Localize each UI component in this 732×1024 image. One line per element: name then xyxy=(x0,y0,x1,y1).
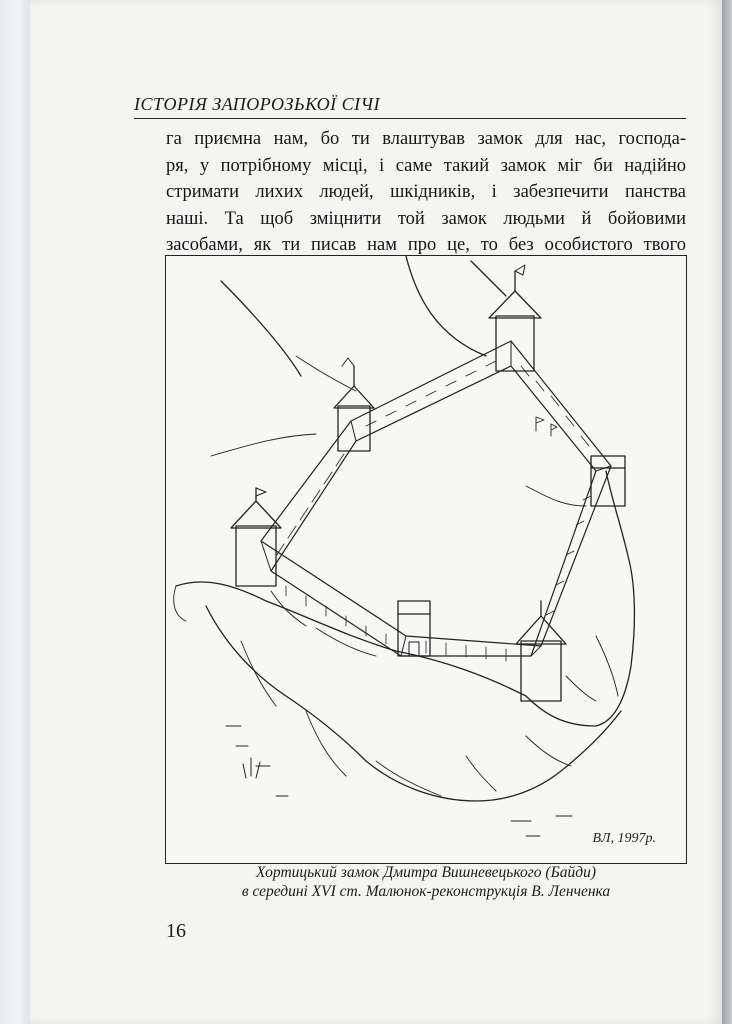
text-line: наші. Та щоб зміцнити той замок людьми й бойовими xyxy=(166,208,686,229)
castle-illustration xyxy=(165,255,687,864)
running-header: ІСТОРІЯ ЗАПОРОЗЬКОЇ СІЧІ xyxy=(134,94,381,114)
artist-signature: ВЛ, 1997р. xyxy=(592,831,656,846)
page-number: 16 xyxy=(166,920,186,942)
text-line: засобами, як ти писав нам про це, то без особистого твого xyxy=(166,235,686,255)
castle-sketch xyxy=(166,256,687,864)
text-line: га приємна нам, бо ти влаштував замок для нас, господа- xyxy=(166,129,686,149)
figure-caption xyxy=(165,863,687,901)
text-line: стримати лихих людей, шкідників, і забезпечити панства xyxy=(166,182,686,202)
header-rule xyxy=(134,118,686,119)
caption-line: в середині XVI ст. Малюнок-реконструкція В. Ленченка xyxy=(241,883,611,900)
text-line: ря, у потрібному місці, і саме такий замок міг би надійно xyxy=(166,155,686,176)
page-shadow-edge xyxy=(722,0,732,1024)
caption-line: Хортицький замок Дмитра Вишневецького (Байди) xyxy=(255,864,596,881)
facing-page-edge xyxy=(0,0,30,1024)
body-paragraph xyxy=(166,126,686,259)
